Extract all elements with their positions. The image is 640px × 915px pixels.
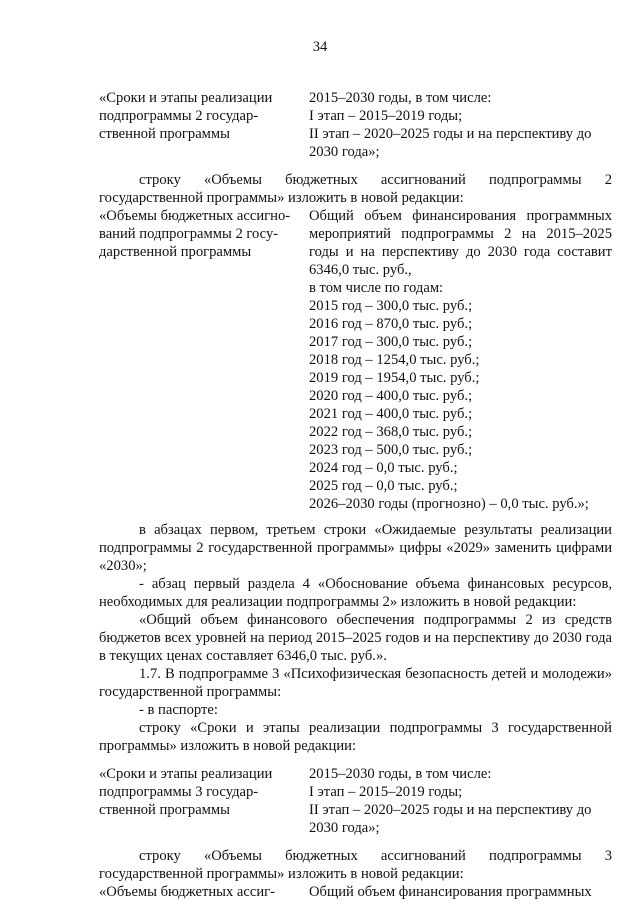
paragraph: - абзац первый раздела 4 «Обоснование объема финансовых ресурсов, необходимых для реализации подпрограммы 2» изложить в новой редакции: — [99, 576, 612, 610]
row-value-line: II этап – 2020–2025 годы и на перспективу до — [309, 126, 592, 142]
row-label-line: «Сроки и этапы реализации — [99, 766, 273, 782]
row-label-line: «Объемы бюджетных ассиг- — [99, 884, 276, 900]
row-label — [99, 207, 299, 513]
paragraph: - в паспорте: — [139, 702, 218, 718]
paragraph: «Общий объем финансового обеспечения подпрограммы 2 из средств бюджетов всех уровней на период 2015–2025 годов и на перспективу до 2030 года в текущих ценах составляет 6346,0 тыс. руб.». — [99, 612, 612, 664]
row-label-line: подпрограммы 3 государ- — [99, 784, 259, 800]
paragraph: в абзацах первом, третьем строки «Ожидаемые результаты реализации подпрограммы 2 государственной программы» цифры «2029» заменить цифрами «2030»; — [99, 522, 612, 574]
row-value — [299, 89, 612, 161]
paragraph: строку «Объемы бюджетных ассигнований подпрограммы 3 государственной программы» изложить в новой редакции: — [99, 848, 612, 882]
row-value-line: 2015–2030 годы, в том числе: — [309, 766, 492, 782]
row-value-line: 2030 года»; — [309, 820, 380, 836]
document-body — [99, 89, 612, 901]
row-value-line: 2030 года»; — [309, 144, 380, 160]
funding-year-item: 2022 год – 368,0 тыс. руб.; — [309, 424, 473, 440]
row-label-line: «Сроки и этапы реализации — [99, 90, 273, 106]
page-number: 34 — [312, 39, 328, 55]
row-label-line: дарственной программы — [99, 244, 252, 260]
by-years-label: в том числе по годам: — [309, 280, 444, 296]
funding-year-item: 2024 год – 0,0 тыс. руб.; — [309, 460, 458, 476]
row-value — [299, 765, 612, 837]
funding-year-item: 2017 год – 300,0 тыс. руб.; — [309, 334, 473, 350]
row-label — [99, 883, 299, 901]
passport-row-terms-sub2 — [99, 89, 612, 161]
paragraph: строку «Сроки и этапы реализации подпрограммы 3 государственной программы» изложить в новой редакции: — [99, 720, 612, 754]
years-list — [309, 297, 612, 513]
row-label-line: ваний подпрограммы 2 госу- — [99, 226, 279, 242]
row-value-line: II этап – 2020–2025 годы и на перспективу до — [309, 802, 592, 818]
row-label-line: ственной программы — [99, 126, 230, 142]
funding-total-text: Общий объем финансирования программных мероприятий подпрограммы 2 на 2015–2025 годы и на перспективу до 2030 года составит 6346,0 тыс. руб., — [309, 208, 612, 278]
row-value-line: I этап – 2015–2019 годы; — [309, 784, 463, 800]
funding-year-item: 2019 год – 1954,0 тыс. руб.; — [309, 370, 480, 386]
passport-row-terms-sub3 — [99, 765, 612, 837]
funding-year-item: 2018 год – 1254,0 тыс. руб.; — [309, 352, 480, 368]
funding-year-item: 2021 год – 400,0 тыс. руб.; — [309, 406, 473, 422]
row-value-line: Общий объем финансирования программных — [309, 884, 592, 900]
funding-year-item: 2016 год – 870,0 тыс. руб.; — [309, 316, 473, 332]
row-label-line: подпрограммы 2 государ- — [99, 108, 259, 124]
row-value — [299, 207, 612, 513]
row-label — [99, 89, 299, 161]
paragraph: строку «Объемы бюджетных ассигнований подпрограммы 2 государственной программы» изложить в новой редакции: — [99, 172, 612, 206]
passport-row-budget-sub3 — [99, 883, 612, 901]
row-value-line: I этап – 2015–2019 годы; — [309, 108, 463, 124]
funding-year-item: 2025 год – 0,0 тыс. руб.; — [309, 478, 458, 494]
row-label — [99, 765, 299, 837]
passport-row-budget-sub2 — [99, 207, 612, 513]
funding-year-item: 2026–2030 годы (прогнозно) – 0,0 тыс. руб.»; — [309, 496, 589, 512]
funding-year-item: 2020 год – 400,0 тыс. руб.; — [309, 388, 473, 404]
row-value — [299, 883, 612, 901]
row-label-line: ственной программы — [99, 802, 230, 818]
paragraph: 1.7. В подпрограмме 3 «Психофизическая безопасность детей и молодежи» государственной программы: — [99, 666, 612, 700]
funding-year-item: 2015 год – 300,0 тыс. руб.; — [309, 298, 473, 314]
row-value-line: 2015–2030 годы, в том числе: — [309, 90, 492, 106]
funding-year-item: 2023 год – 500,0 тыс. руб.; — [309, 442, 473, 458]
row-label-line: «Объемы бюджетных ассигно- — [99, 208, 291, 224]
